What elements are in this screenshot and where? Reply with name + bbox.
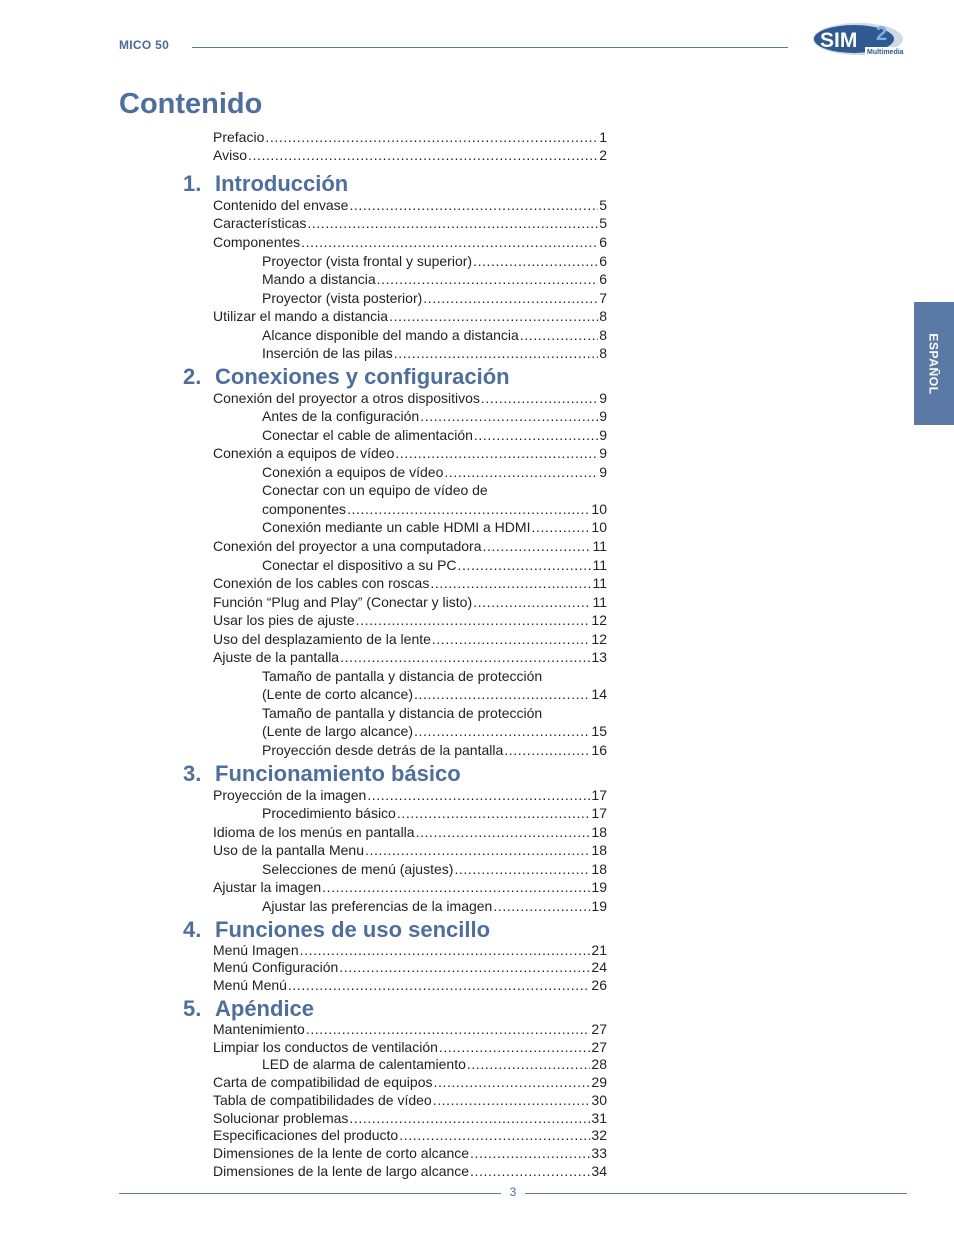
toc-entry[interactable] [213, 824, 607, 840]
toc-entry-label: Dimensiones de la lente de largo alcance [213, 1163, 470, 1179]
toc-entry[interactable] [262, 519, 607, 535]
toc-dot-leader [356, 612, 591, 628]
toc-entry[interactable] [213, 538, 607, 554]
toc-entry-label: Proyección desde detrás de la pantalla [262, 742, 504, 758]
toc-entry-page: 33 [591, 1145, 607, 1161]
toc-entry[interactable] [213, 631, 607, 647]
toc-entry-page: 15 [591, 723, 607, 739]
toc-entry[interactable] [213, 1092, 607, 1108]
toc-entry-page: 9 [599, 427, 607, 443]
toc-entry-label: Inserción de las pilas [262, 345, 393, 361]
section-heading[interactable] [183, 917, 490, 943]
toc-entry-page: 17 [591, 787, 607, 803]
toc-entry-page: 8 [599, 345, 607, 361]
toc-entry-page: 12 [591, 612, 607, 628]
page-number: 3 [509, 1185, 517, 1199]
toc-entry-label: Idioma de los menús en pantalla [213, 824, 415, 840]
toc-entry-label: Conexión del proyector a una computadora [213, 538, 482, 554]
toc-entry-page: 18 [591, 861, 607, 877]
toc-entry[interactable] [262, 253, 607, 269]
toc-entry[interactable] [262, 501, 607, 517]
toc-entry[interactable] [262, 805, 607, 821]
toc-entry-label: Alcance disponible del mando a distancia [262, 327, 519, 343]
toc-entry-label: Ajustar las preferencias de la imagen [262, 898, 493, 914]
toc-entry-label: Limpiar los conductos de ventilación [213, 1039, 438, 1055]
toc-dot-leader [339, 959, 590, 975]
toc-entry-page: 9 [599, 464, 607, 480]
toc-dot-leader [444, 464, 598, 480]
toc-entry-page: 32 [591, 1127, 607, 1143]
toc-dot-leader [504, 742, 590, 758]
toc-entry-label: Aviso [213, 147, 247, 163]
section-title: Funciones de uso sencillo [215, 917, 491, 942]
toc-dot-leader [470, 1163, 590, 1179]
toc-entry-page: 27 [591, 1039, 607, 1055]
toc-dot-leader [389, 308, 598, 324]
toc-dot-leader [481, 390, 598, 406]
toc-entry-page: 21 [591, 942, 607, 958]
toc-entry[interactable] [213, 1145, 607, 1161]
toc-entry-page: 30 [591, 1092, 607, 1108]
toc-dot-leader [307, 215, 598, 231]
section-title: Conexiones y configuración [215, 364, 510, 389]
section-heading[interactable] [183, 171, 348, 197]
toc-dot-leader [470, 1145, 590, 1161]
toc-entry-label: Proyector (vista frontal y superior) [262, 253, 473, 269]
section-title: Introducción [215, 171, 349, 196]
toc-entry-page: 10 [591, 501, 607, 517]
toc-entry-label: Ajustar la imagen [213, 879, 322, 895]
toc-entry-page: 11 [592, 594, 607, 610]
toc-entry[interactable] [262, 482, 607, 498]
toc-dot-leader [322, 879, 590, 895]
toc-dot-leader [430, 575, 591, 591]
toc-entry[interactable] [213, 1074, 607, 1090]
toc-entry-label: Conexión a equipos de vídeo [213, 445, 395, 461]
toc-entry-label: componentes [262, 501, 347, 517]
toc-entry[interactable] [262, 408, 607, 424]
toc-entry-label: Uso de la pantalla Menu [213, 842, 364, 858]
toc-entry-page: 5 [599, 197, 607, 213]
toc-entry-label: Tamaño de pantalla y distancia de protección [262, 668, 543, 684]
toc-dot-leader [377, 271, 599, 287]
toc-entry[interactable] [213, 1110, 607, 1126]
toc-entry-page: 7 [599, 290, 607, 306]
toc-dot-leader [432, 631, 591, 647]
toc-entry-label: Especificaciones del producto [213, 1127, 399, 1143]
toc-entry-page: 2 [599, 147, 607, 163]
toc-entry-page: 9 [599, 390, 607, 406]
section-heading[interactable] [183, 761, 461, 787]
toc-entry-label: Proyector (vista posterior) [262, 290, 423, 306]
toc-dot-leader [420, 408, 598, 424]
section-title: Apéndice [215, 996, 315, 1021]
toc-entry[interactable] [262, 1056, 607, 1072]
toc-dot-leader [454, 861, 590, 877]
toc-dot-leader [473, 594, 591, 610]
section-number: 1. [183, 171, 202, 196]
toc-dot-leader [483, 538, 592, 554]
toc-dot-leader [458, 557, 592, 573]
toc-entry-label: Conexión del proyector a otros dispositivos [213, 390, 480, 406]
toc-entry[interactable] [213, 1021, 607, 1037]
toc-dot-leader [306, 1021, 591, 1037]
toc-dot-leader [473, 253, 598, 269]
footer-divider-left [119, 1193, 501, 1194]
toc-dot-leader [399, 1127, 590, 1143]
toc-entry-label: Mantenimiento [213, 1021, 305, 1037]
toc-dot-leader [394, 345, 598, 361]
section-heading[interactable] [183, 996, 314, 1022]
toc-dot-leader [397, 805, 591, 821]
toc-entry[interactable] [262, 723, 607, 739]
toc-entry[interactable] [213, 215, 607, 231]
toc-entry-page: 11 [592, 538, 607, 554]
toc-dot-leader [433, 1074, 590, 1090]
toc-entry[interactable] [262, 668, 607, 684]
toc-dot-leader [395, 445, 598, 461]
toc-entry[interactable] [262, 861, 607, 877]
toc-entry-page: 6 [599, 253, 607, 269]
toc-dot-leader [301, 234, 598, 250]
toc-entry[interactable] [262, 427, 607, 443]
toc-entry[interactable] [213, 959, 607, 975]
svg-text:2: 2 [876, 23, 888, 45]
toc-entry-page: 12 [591, 631, 607, 647]
toc-entry[interactable] [213, 787, 607, 803]
toc-entry-label: Conexión a equipos de vídeo [262, 464, 444, 480]
toc-entry-page: 34 [591, 1163, 607, 1179]
toc-entry[interactable] [213, 612, 607, 628]
document-header-product: MICO 50 [119, 38, 170, 52]
toc-entry[interactable] [262, 557, 607, 573]
toc-entry-page: 1 [599, 129, 607, 145]
toc-entry-label: Dimensiones de la lente de corto alcance [213, 1145, 470, 1161]
toc-entry-page: 18 [591, 842, 607, 858]
toc-entry-label: Solucionar problemas [213, 1110, 349, 1126]
toc-entry-page: 16 [591, 742, 607, 758]
language-tab-label: ESPAÑOL [927, 332, 942, 395]
toc-dot-leader [439, 1039, 591, 1055]
toc-entry-label: Menú Configuración [213, 959, 339, 975]
toc-entry-page: 10 [591, 519, 607, 535]
toc-dot-leader [248, 147, 598, 163]
toc-dot-leader [467, 1056, 591, 1072]
toc-entry-page: 19 [591, 898, 607, 914]
toc-entry-label: Conectar con un equipo de vídeo de [262, 482, 488, 498]
toc-entry[interactable] [213, 942, 607, 958]
toc-entry-label: Conexión mediante un cable HDMI a HDMI [262, 519, 531, 535]
toc-entry[interactable] [213, 129, 607, 145]
toc-dot-leader [288, 977, 590, 993]
toc-entry-page: 19 [591, 879, 607, 895]
toc-entry[interactable] [213, 1039, 607, 1055]
toc-entry[interactable] [262, 271, 607, 287]
toc-entry-label: Procedimiento básico [262, 805, 396, 821]
footer-divider-right [525, 1193, 907, 1194]
toc-entry-label: Menú Imagen [213, 942, 299, 958]
toc-entry-page: 24 [591, 959, 607, 975]
section-title: Funcionamiento básico [215, 761, 461, 786]
toc-dot-leader [340, 649, 590, 665]
toc-entry-page: 6 [599, 271, 607, 287]
toc-dot-leader [423, 290, 598, 306]
section-heading[interactable] [183, 364, 510, 390]
page-title: Contenido [119, 88, 263, 120]
toc-dot-leader [265, 129, 598, 145]
section-number: 3. [183, 761, 202, 786]
toc-entry-label: Prefacio [213, 129, 265, 145]
toc-entry-label: Uso del desplazamiento de la lente [213, 631, 431, 647]
toc-dot-leader [347, 501, 590, 517]
toc-entry-page: 28 [591, 1056, 607, 1072]
toc-entry[interactable] [213, 390, 607, 406]
toc-entry-page: 27 [591, 1021, 607, 1037]
toc-entry-label: LED de alarma de calentamiento [262, 1056, 466, 1072]
toc-dot-leader [414, 686, 590, 702]
toc-entry[interactable] [213, 649, 607, 665]
toc-entry[interactable] [213, 234, 607, 250]
toc-dot-leader [520, 327, 598, 343]
toc-entry-page: 6 [599, 234, 607, 250]
toc-entry[interactable] [213, 147, 607, 163]
toc-entry[interactable] [262, 742, 607, 758]
toc-entry-label: (Lente de largo alcance) [262, 723, 413, 739]
toc-entry[interactable] [262, 898, 607, 914]
toc-entry-label: Contenido del envase [213, 197, 349, 213]
toc-entry-page: 8 [599, 327, 607, 343]
toc-dot-leader [474, 427, 598, 443]
section-number: 4. [183, 917, 202, 942]
toc-entry-page: 9 [599, 408, 607, 424]
toc-entry[interactable] [213, 1163, 607, 1179]
toc-dot-leader [414, 723, 590, 739]
toc-entry-page: 9 [599, 445, 607, 461]
toc-entry-label: Usar los pies de ajuste [213, 612, 355, 628]
svg-text:Multimedia: Multimedia [867, 49, 904, 56]
toc-entry[interactable] [262, 327, 607, 343]
toc-entry[interactable] [213, 594, 607, 610]
toc-entry-label: Tabla de compatibilidades de vídeo [213, 1092, 432, 1108]
toc-entry-page: 14 [591, 686, 607, 702]
toc-entry-label: Conexión de los cables con roscas [213, 575, 430, 591]
toc-dot-leader [416, 824, 591, 840]
toc-entry[interactable] [213, 197, 607, 213]
toc-dot-leader [433, 1092, 591, 1108]
toc-entry-label: Proyección de la imagen [213, 787, 367, 803]
toc-entry-page: 8 [599, 308, 607, 324]
toc-entry-label: (Lente de corto alcance) [262, 686, 413, 702]
toc-entry[interactable] [213, 575, 607, 591]
toc-entry-label: Ajuste de la pantalla [213, 649, 340, 665]
toc-entry-label: Mando a distancia [262, 271, 376, 287]
toc-entry-label: Función “Plug and Play” (Conectar y listo) [213, 594, 473, 610]
toc-entry[interactable] [262, 345, 607, 361]
toc-dot-leader [365, 842, 590, 858]
toc-entry[interactable] [213, 977, 607, 993]
toc-entry[interactable] [213, 1127, 607, 1143]
toc-entry-label: Características [213, 215, 307, 231]
toc-entry[interactable] [213, 445, 607, 461]
toc-entry-label: Carta de compatibilidad de equipos [213, 1074, 433, 1090]
toc-entry[interactable] [213, 308, 607, 324]
toc-entry-page: 18 [591, 824, 607, 840]
toc-entry[interactable] [262, 290, 607, 306]
toc-entry-label: Conectar el cable de alimentación [262, 427, 473, 443]
toc-entry-label: Selecciones de menú (ajustes) [262, 861, 454, 877]
toc-entry-page: 5 [599, 215, 607, 231]
svg-text:SIM: SIM [820, 29, 858, 52]
section-number: 5. [183, 996, 202, 1021]
toc-dot-leader [493, 898, 590, 914]
toc-dot-leader [367, 787, 590, 803]
toc-dot-leader [300, 942, 591, 958]
toc-dot-leader [349, 197, 598, 213]
toc-entry[interactable] [262, 705, 607, 721]
toc-entry[interactable] [262, 464, 607, 480]
toc-entry-label: Tamaño de pantalla y distancia de protección [262, 705, 543, 721]
toc-entry-label: Utilizar el mando a distancia [213, 308, 389, 324]
toc-entry[interactable] [213, 879, 607, 895]
toc-entry-page: 31 [591, 1110, 607, 1126]
toc-entry-page: 17 [591, 805, 607, 821]
toc-entry-label: Antes de la configuración [262, 408, 420, 424]
toc-entry[interactable] [213, 842, 607, 858]
toc-entry-page: 26 [591, 977, 607, 993]
toc-dot-leader [531, 519, 590, 535]
toc-entry-label: Componentes [213, 234, 301, 250]
section-number: 2. [183, 364, 202, 389]
toc-entry-label: Conectar el dispositivo a su PC [262, 557, 457, 573]
toc-dot-leader [349, 1110, 590, 1126]
toc-entry-page: 11 [592, 575, 607, 591]
toc-entry-label: Menú Menú [213, 977, 287, 993]
toc-entry-page: 13 [591, 649, 607, 665]
toc-entry[interactable] [262, 686, 607, 702]
toc-entry-page: 11 [592, 557, 607, 573]
toc-entry-page: 29 [591, 1074, 607, 1090]
